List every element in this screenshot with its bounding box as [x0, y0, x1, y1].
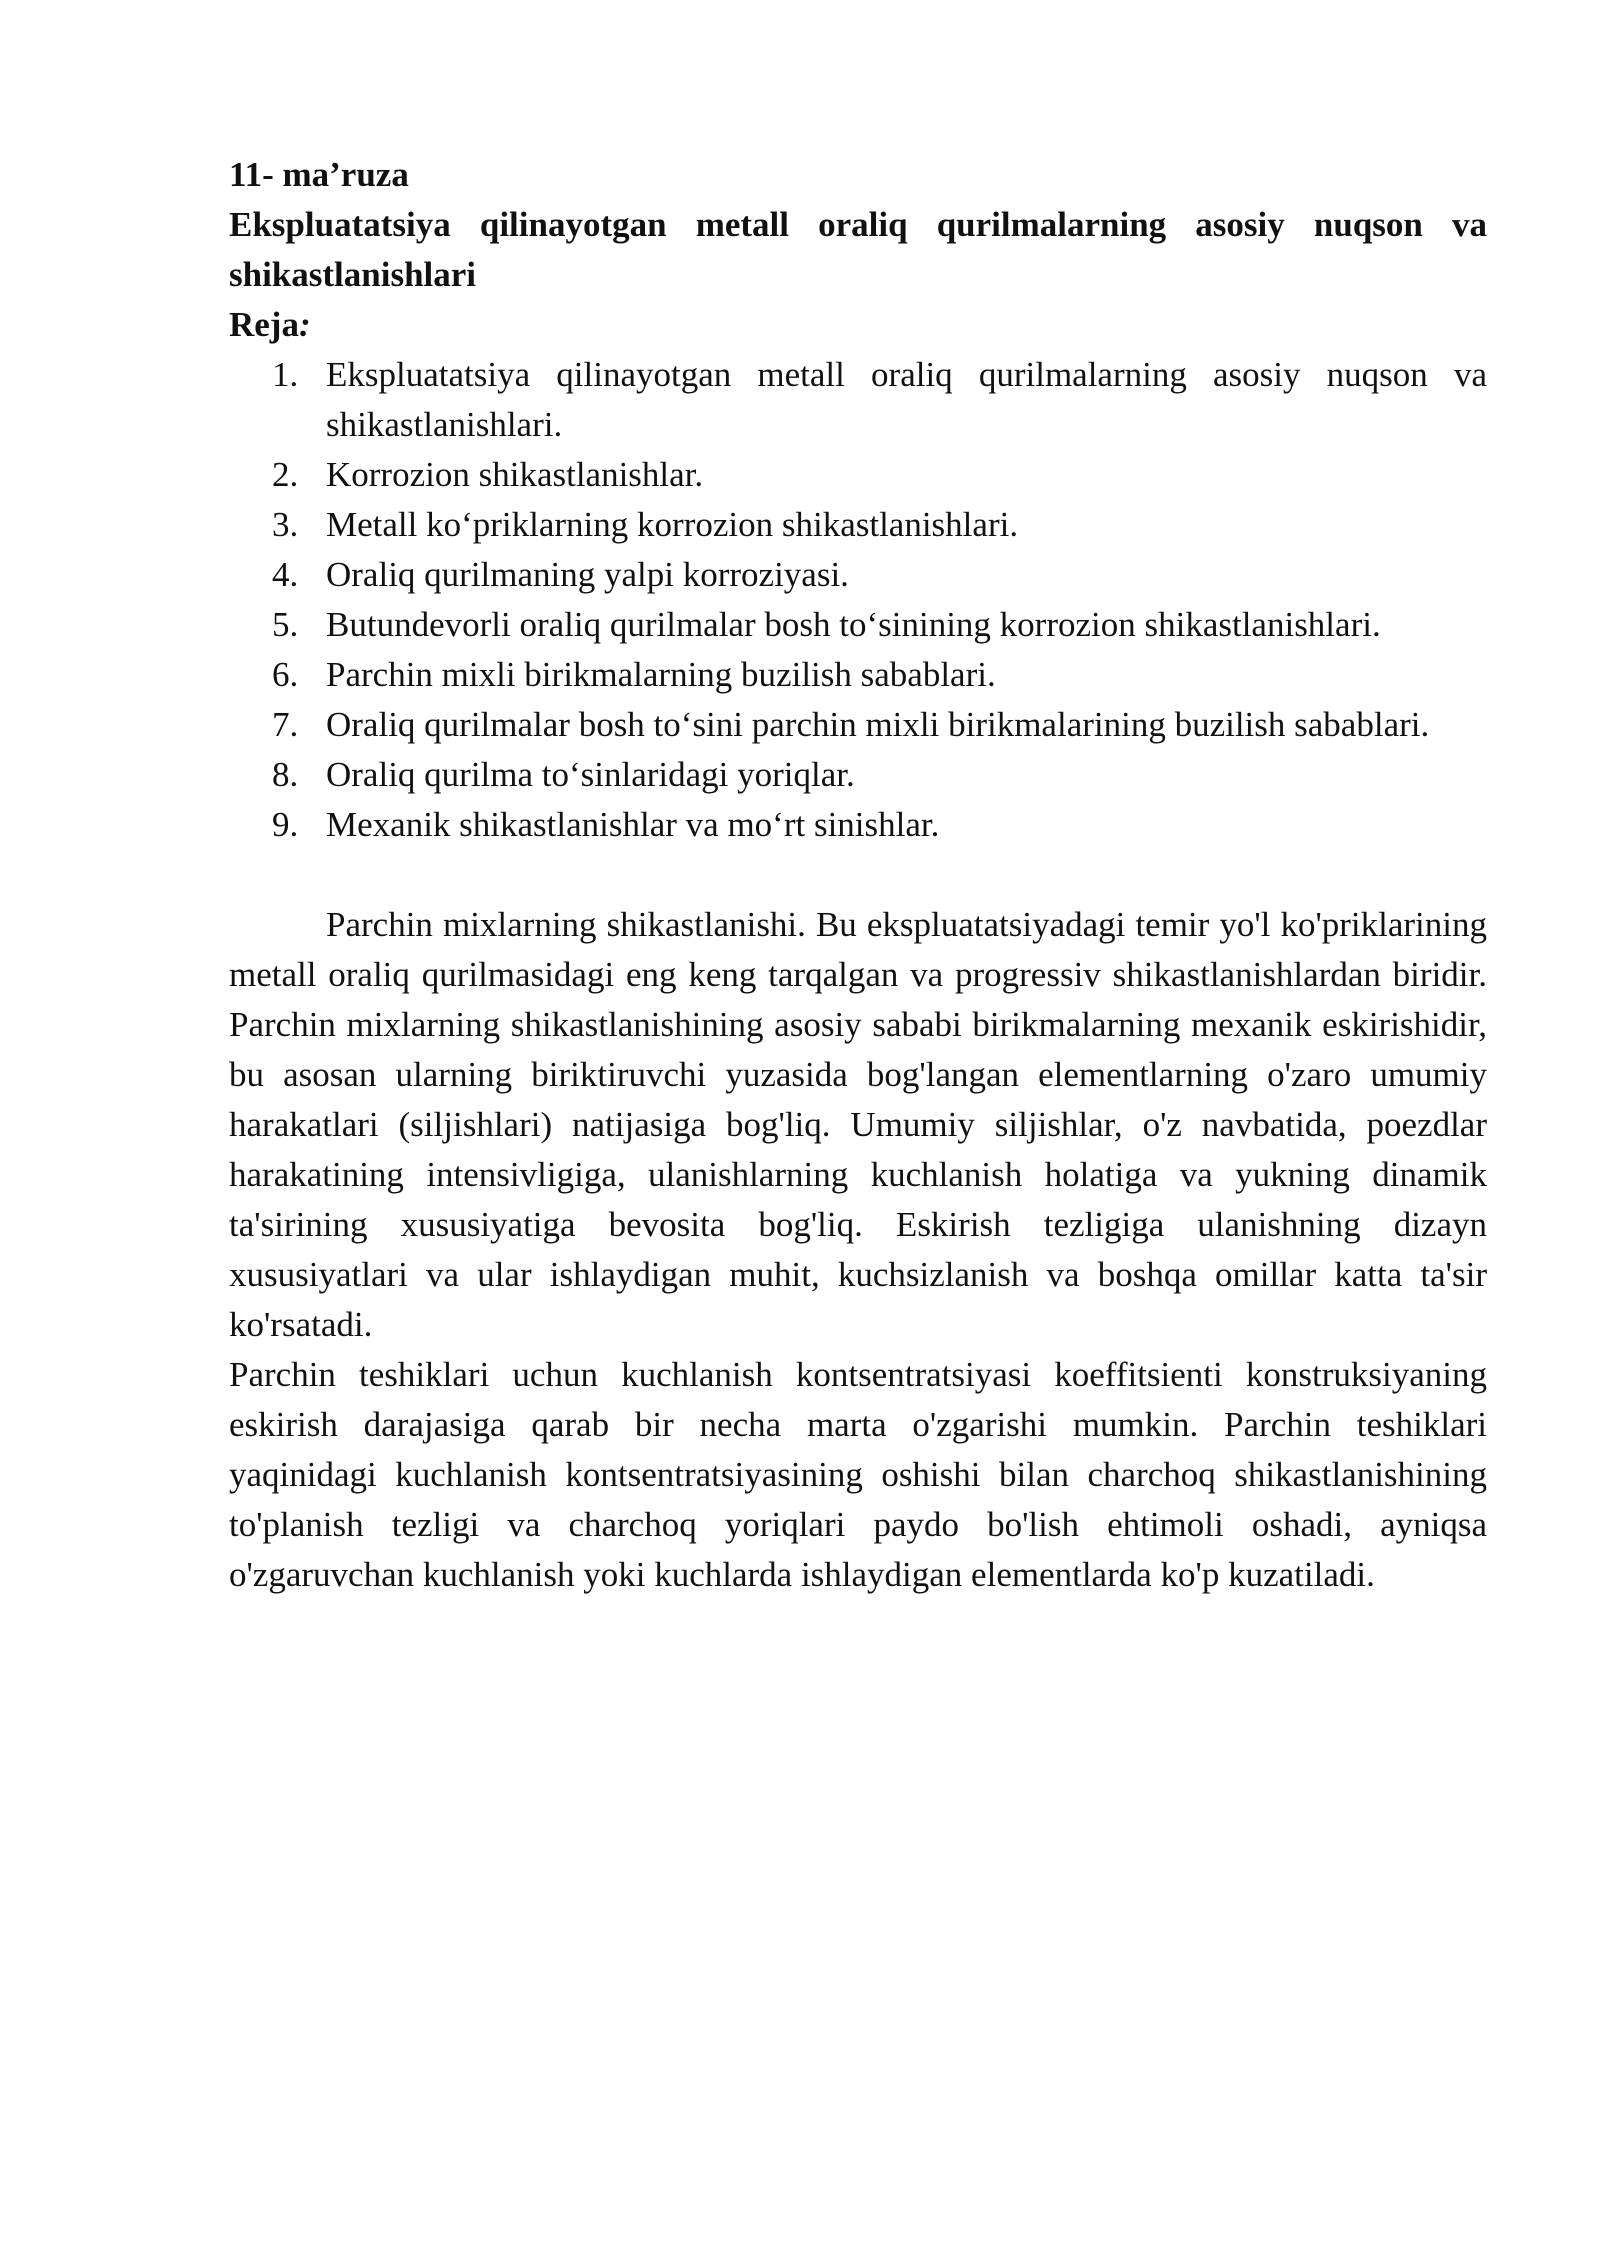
plan-item-number: 5.	[272, 605, 299, 644]
plan-heading	[229, 300, 1487, 350]
plan-item-text: Oraliq qurilmaning yalpi korroziyasi.	[326, 555, 849, 594]
plan-item-text: Mexanik shikastlanishlar va mo‘rt sinishlar.	[326, 805, 940, 844]
document-title: Ekspluatatsiya qilinayotgan metall oraliq qurilmalarning asosiy nuqson va shikastlanishlari	[229, 205, 1487, 294]
plan-item	[229, 350, 1487, 450]
plan-item-text: Oraliq qurilmalar bosh to‘sini parchin mixli birikmalarining buzilish sabablari.	[326, 705, 1430, 744]
plan-item-text: Butundevorli oraliq qurilmalar bosh to‘sinining korrozion shikastlanishlari.	[326, 605, 1381, 644]
plan-item	[229, 650, 1487, 700]
body-paragraph: Parchin teshiklari uchun kuchlanish kontsentratsiyasi koeffitsienti konstruksiyaning eskirish darajasiga qarab bir necha marta o'zgarishi mumkin. Parchin teshiklari yaqinidagi kuchlanish kontsentratsiyasining oshishi bilan charchoq shikastlanishining to'planish tezligi va charchoq yoriqlari paydo bo'lish ehtimoli oshadi, ayniqsa o'zgaruvchan kuchlanish yoki kuchlarda ishlaydigan elementlarda ko'p kuzatiladi.	[229, 1355, 1487, 1594]
body-paragraph: Parchin mixlarning shikastlanishi. Bu ekspluatatsiyadagi temir yo'l ko'priklarining metall oraliq qurilmasidagi eng keng tarqalgan va progressiv shikastlanishlardan biridir. Parchin mixlarning shikastlanishining asosiy sababi birikmalarning mexanik eskirishidir, bu asosan ularning biriktiruvchi yuzasida bog'langan elementlarning o'zaro umumiy harakatlari (siljishlari) natijasiga bog'liq. Umumiy siljishlar, o'z navbatida, poezdlar harakatining intensivligiga, ulanishlarning kuchlanish holatiga va yukning dinamik ta'sirining xususiyatiga bevosita bog'liq. Eskirish tezligiga ulanishning dizayn xususiyatlari va ular ishlaydigan muhit, kuchsizlanish va boshqa omillar katta ta'sir ko'rsatadi.	[229, 905, 1487, 1344]
plan-item	[229, 700, 1487, 750]
plan-colon: :	[298, 305, 311, 344]
plan-label: Reja	[229, 305, 299, 344]
plan-item	[229, 750, 1487, 800]
plan-item-number: 6.	[272, 655, 299, 694]
blank-line	[229, 850, 1487, 900]
plan-item-number: 8.	[272, 755, 299, 794]
plan-item	[229, 550, 1487, 600]
plan-item-text: Parchin mixli birikmalarning buzilish sabablari.	[326, 655, 996, 694]
plan-item-number: 1.	[272, 355, 299, 394]
plan-item-number: 7.	[272, 705, 299, 744]
plan-item-text: Oraliq qurilma to‘sinlaridagi yoriqlar.	[326, 755, 855, 794]
plan-item-number: 3.	[272, 505, 299, 544]
plan-item-number: 4.	[272, 555, 299, 594]
document-page	[229, 150, 1487, 1600]
plan-item	[229, 800, 1487, 850]
plan-item	[229, 500, 1487, 550]
plan-item-text: Metall ko‘priklarning korrozion shikastlanishlari.	[326, 505, 1019, 544]
plan-item	[229, 450, 1487, 500]
plan-item	[229, 600, 1487, 650]
plan-item-text: Ekspluatatsiya qilinayotgan metall oraliq qurilmalarning asosiy nuqson va shikastlanishlari.	[326, 355, 1487, 444]
plan-list	[229, 350, 1487, 850]
plan-item-number: 9.	[272, 805, 299, 844]
lecture-number: 11- ma’ruza	[229, 155, 409, 194]
plan-item-text: Korrozion shikastlanishlar.	[326, 455, 704, 494]
plan-item-number: 2.	[272, 455, 299, 494]
